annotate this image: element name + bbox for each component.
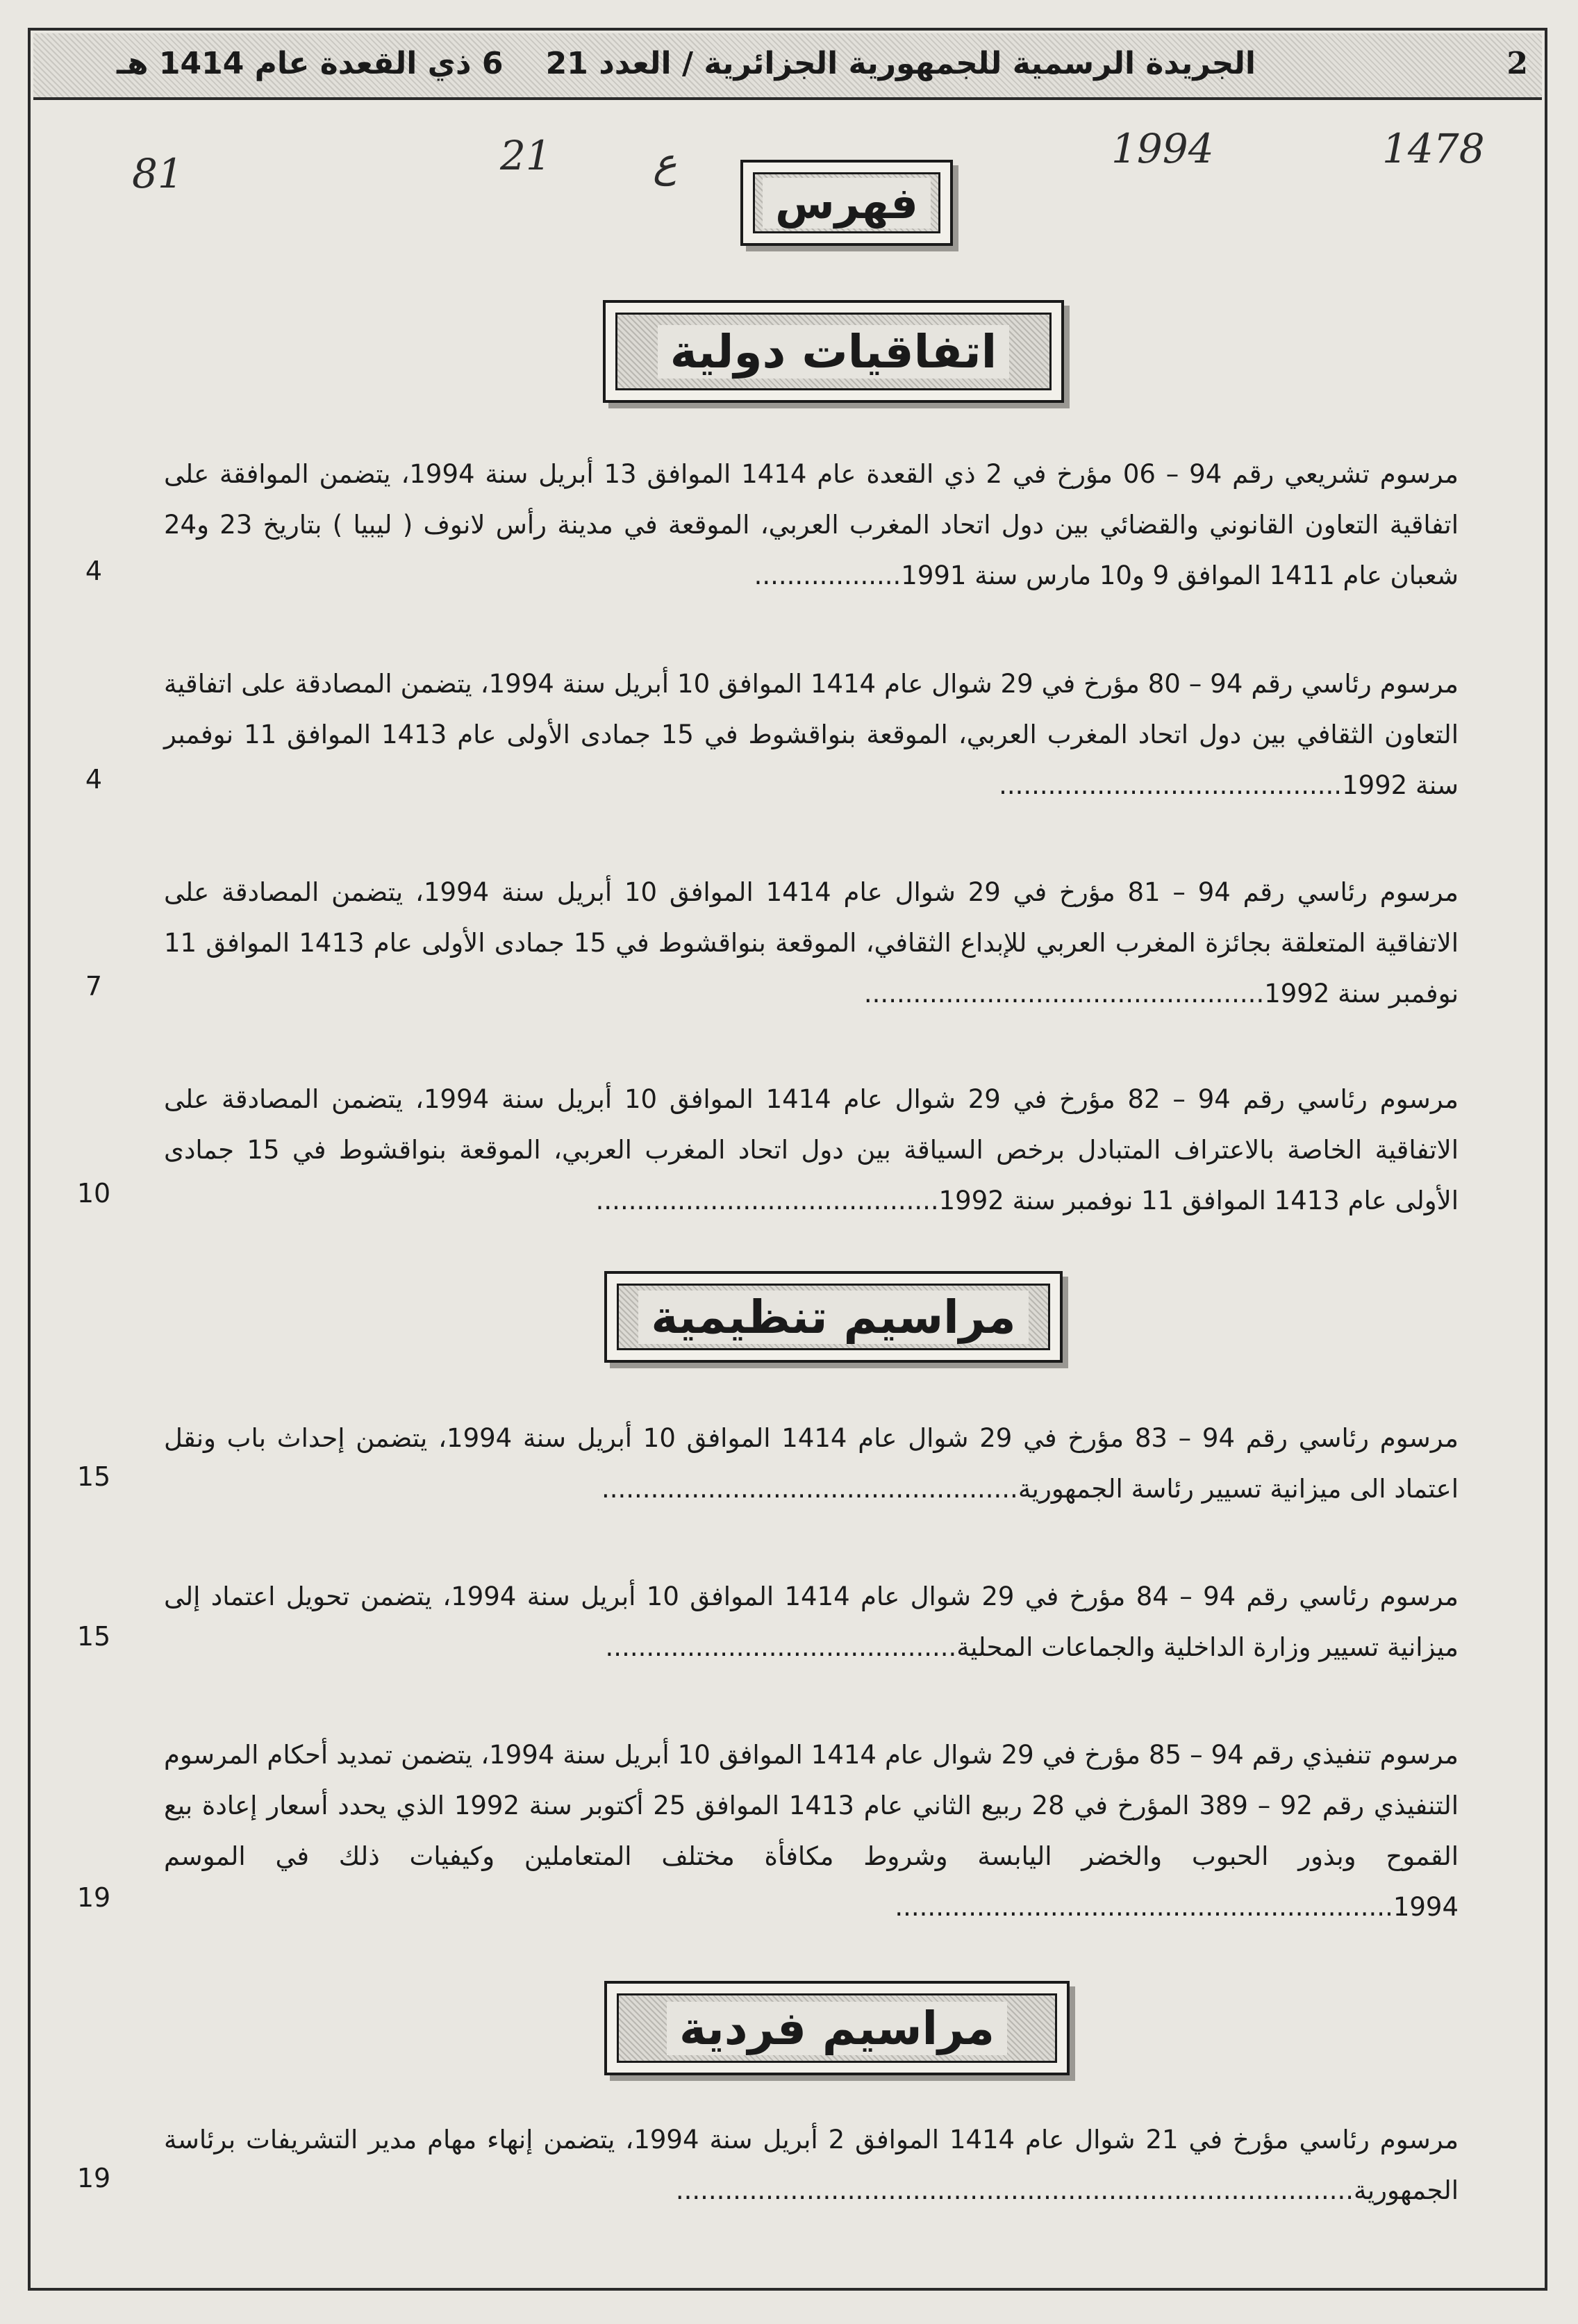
toc-entry: مرسوم رئاسي رقم 94 – 83 مؤرخ في 29 شوال عام 1414 الموافق 10 أبريل سنة 1994، يتضمن إحداث باب ونقل اعتماد الى ميزانية تسيير رئاسة الجمهورية...................................................: [164, 1423, 1459, 1504]
handwritten-note: ع: [653, 139, 677, 186]
section-heading-regulatory-decrees: [604, 1271, 1063, 1363]
index-title: فهرس: [763, 178, 931, 229]
page-header: [33, 33, 1542, 100]
toc-entry: مرسوم تشريعي رقم 94 – 06 مؤرخ في 2 ذي القعدة عام 1414 الموافق 13 أبريل سنة 1994، يتضمن الموافقة على اتفاقية التعاون القانوني والقضائي بين دول اتحاد المغرب العربي، الموقعة في مدينة رأس لانوف ( ليبيا ) بتاريخ 23 و24 شعبان عام 1411 الموافق 9 و10 مارس سنة 1991..................: [164, 459, 1459, 590]
toc-entry: مرسوم رئاسي رقم 94 – 82 مؤرخ في 29 شوال عام 1414 الموافق 10 أبريل سنة 1994، يتضمن المصادقة على الاتفاقية الخاصة بالاعتراف المتبادل برخص السياقة بين دول اتحاد المغرب العربي، الموقعة بنواقشوط في 15 جمادى الأولى عام 1413 الموافق 11 نوفمبر سنة 1992..........................................: [164, 1084, 1459, 1215]
toc-entry: مرسوم رئاسي مؤرخ في 21 شوال عام 1414 الموافق 2 أبريل سنة 1994، يتضمن إنهاء مهام مدير التشريفات برئاسة الجمهورية...................................................................................: [164, 2125, 1459, 2205]
section-title: مراسيم فردية: [667, 2002, 1007, 2055]
issue-date: 6 ذي القعدة عام 1414 هـ: [117, 46, 504, 81]
section-title: مراسيم تنظيمية: [638, 1290, 1028, 1344]
toc-entry: مرسوم رئاسي رقم 94 – 81 مؤرخ في 29 شوال عام 1414 الموافق 10 أبريل سنة 1994، يتضمن المصادقة على الاتفاقية المتعلقة بجائزة المغرب العربي للإبداع الثقافي، الموقعة بنواقشوط في 15 جمادى الأولى عام 1413 الموافق 11 نوفمبر سنة 1992.................................................: [164, 877, 1459, 1009]
toc-entry-page: 15: [76, 1621, 111, 1652]
page-number: 2: [1506, 46, 1528, 81]
toc-entry: مرسوم رئاسي رقم 94 – 80 مؤرخ في 29 شوال عام 1414 الموافق 10 أبريل سنة 1994، يتضمن المصادقة على اتفاقية التعاون الثقافي بين دول اتحاد المغرب العربي، الموقعة بنواقشوط في 15 جمادى الأولى عام 1413 الموافق 11 نوفمبر سنة 1992..........................................: [164, 669, 1459, 800]
handwritten-note: 1994: [1111, 125, 1214, 172]
section-heading-international-agreements: [603, 300, 1064, 403]
toc-entry-page: 4: [85, 764, 103, 795]
handwritten-note: 21: [500, 132, 551, 179]
toc-entry-page: 19: [76, 2163, 111, 2193]
section-heading-individual-decrees: [604, 1981, 1070, 2075]
journal-title: الجريدة الرسمية للجمهورية الجزائرية / العدد 21: [545, 46, 1256, 81]
handwritten-note: 1478: [1382, 125, 1485, 172]
handwritten-note: 81: [132, 150, 183, 197]
toc-entry-page: 19: [76, 1882, 111, 1913]
toc-entry-page: 15: [76, 1461, 111, 1492]
toc-entry: مرسوم تنفيذي رقم 94 – 85 مؤرخ في 29 شوال عام 1414 الموافق 10 أبريل سنة 1994، يتضمن تمديد أحكام المرسوم التنفيذي رقم 92 – 389 المؤرخ في 28 ربيع الثاني عام 1413 الموافق 25 أكتوبر سنة 1992 الذي يحدد أسعار إعادة بيع القموح وبذور الحبوب والخضر اليابسة وشروط مكافأة مختلف المتعاملين وكيفيات ذلك في الموسم 1994.............................................................: [164, 1740, 1459, 1922]
section-title: اتفاقيات دولية: [658, 325, 1010, 379]
toc-entry-page: 10: [76, 1178, 111, 1209]
toc-entry-page: 4: [85, 556, 103, 586]
index-title-box: [740, 160, 953, 246]
toc-entry: مرسوم رئاسي رقم 94 – 84 مؤرخ في 29 شوال عام 1414 الموافق 10 أبريل سنة 1994، يتضمن تحويل اعتماد إلى ميزانية تسيير وزارة الداخلية والجماعات المحلية...........................................: [164, 1582, 1459, 1662]
toc-entry-page: 7: [85, 971, 103, 1002]
